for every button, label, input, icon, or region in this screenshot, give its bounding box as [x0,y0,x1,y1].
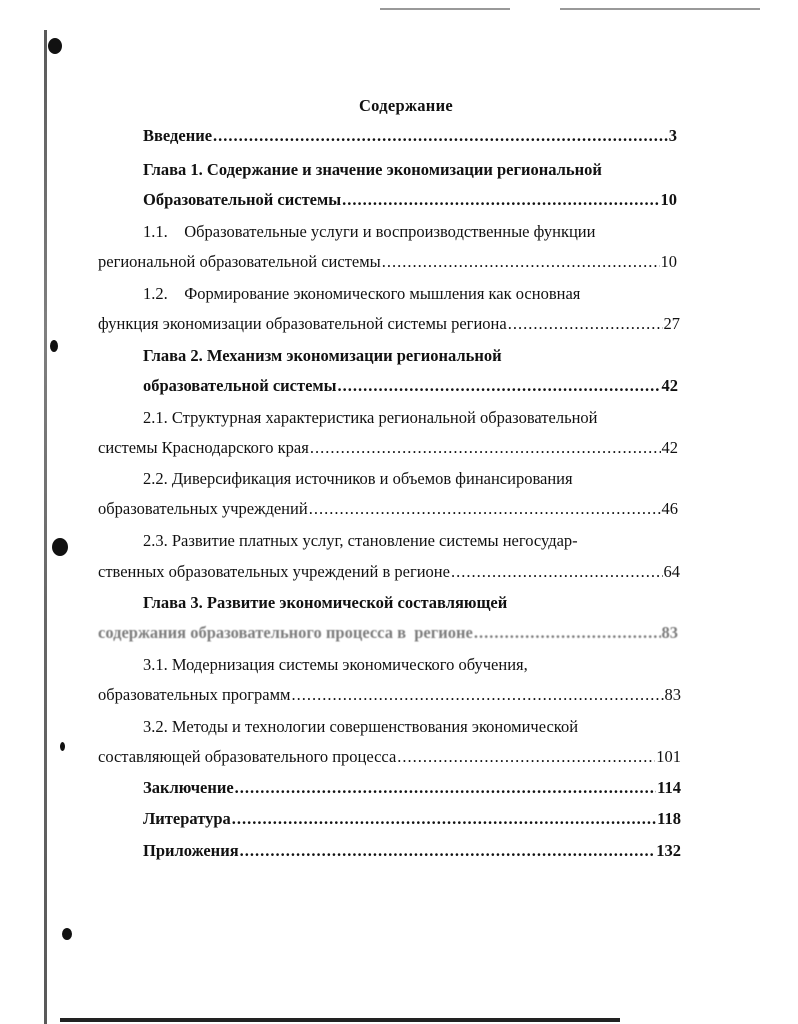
toc-leader-dots [451,560,663,584]
toc-entry-text: Заключение [143,778,234,797]
toc-page-number: 83 [661,623,678,642]
toc-entry-text: содержания образовательного процесса в регионе [98,623,473,642]
toc-entry-text: Введение [143,126,213,145]
scan-bottom-rule [60,1018,620,1022]
toc-page-number: 42 [661,438,678,457]
toc-page-number: 64 [663,562,680,581]
toc-section-entry [98,745,681,769]
toc-entry-text: 3.1. Модернизация системы экономического обучения, [143,655,528,674]
toc-entry-text: функция экономизации образовательной системы региона [98,314,507,333]
toc-page-number: 27 [663,314,680,333]
toc-page-number: 101 [656,747,681,766]
toc-entry-intro [143,124,677,148]
toc-leader-dots [338,374,661,398]
scan-blot [48,38,62,54]
toc-page-number: 10 [660,252,677,271]
toc-entry-text: Глава 3. Развитие экономической составляющей [143,593,508,612]
toc-page-number: 46 [661,499,678,518]
toc-leader-dots [310,436,661,460]
toc-entry-text: 1.1. Образовательные услуги и воспроизводственные функции [143,222,596,241]
toc-section-heading [143,406,598,430]
toc-section-heading [143,282,580,306]
toc-entry-text: Глава 1. Содержание и значение экономизации региональной [143,160,602,179]
scan-blot [60,742,65,751]
toc-leader-dots [232,807,656,831]
toc-entry-text: Образовательной системы [143,190,342,209]
toc-page-number: 114 [657,778,681,797]
toc-entry-text: составляющей образовательного процесса [98,747,397,766]
toc-page-number: 132 [656,841,681,860]
toc-leader-dots [342,188,659,212]
toc-entry-literature [143,807,681,831]
scan-top-rule [560,8,760,10]
toc-entry-text: 2.1. Структурная характеристика региональной образовательной [143,408,598,427]
toc-section-entry [98,497,678,521]
toc-entry-text: ственных образовательных учреждений в регионе [98,562,450,581]
toc-section-heading [143,653,528,677]
toc-entry-text: образовательных программ [98,685,291,704]
toc-section-heading [143,467,573,491]
toc-chapter-entry [98,621,678,645]
toc-entry-text: системы Краснодарского края [98,438,309,457]
toc-leader-dots [309,497,661,521]
toc-entry-text: 3.2. Методы и технологии совершенствования экономической [143,717,579,736]
toc-entry-text: Литература [143,809,231,828]
toc-page-number: 83 [664,685,681,704]
toc-page-number: 118 [657,809,681,828]
toc-entry-text: образовательных учреждений [98,499,308,518]
toc-section-entry [98,683,681,707]
toc-chapter-heading [143,591,507,615]
toc-leader-dots [474,621,661,645]
toc-section-heading [143,715,578,739]
toc-entry-text: Глава 2. Механизм экономизации региональной [143,346,502,365]
toc-leader-dots [213,124,668,148]
toc-section-entry [98,250,677,274]
toc-entry-text: 2.2. Диверсификация источников и объемов финансирования [143,469,573,488]
scan-blot [52,538,68,556]
scan-blot [50,340,58,352]
toc-section-entry [98,436,678,460]
toc-section-entry [98,312,680,336]
toc-entry-text: образовательной системы [143,376,337,395]
toc-section-heading [143,529,578,553]
toc-section-entry [98,560,680,584]
toc-entry-text: Приложения [143,841,239,860]
toc-entry-conclusion [143,776,681,800]
toc-leader-dots [382,250,660,274]
toc-entry-text: 2.3. Развитие платных услуг, становление системы негосудар- [143,531,578,550]
toc-section-heading [143,220,595,244]
toc-chapter-entry [143,374,678,398]
toc-chapter-heading [143,158,602,182]
toc-leader-dots [240,839,656,863]
toc-page-number: 3 [668,126,677,145]
toc-page-number: 42 [661,376,678,395]
toc-page-number: 10 [660,190,677,209]
toc-title: Содержание [358,96,454,115]
scan-blot [62,928,72,940]
toc-entry-appendices [143,839,681,863]
toc-entry-text: региональной образовательной системы [98,252,381,271]
toc-leader-dots [397,745,655,769]
scan-top-rule [380,8,510,10]
scan-edge-line [44,30,47,1024]
toc-leader-dots [235,776,656,800]
toc-leader-dots [508,312,663,336]
toc-entry-text: 1.2. Формирование экономического мышления как основная [143,284,581,303]
toc-leader-dots [292,683,664,707]
toc-chapter-entry [143,188,677,212]
toc-chapter-heading [143,344,502,368]
